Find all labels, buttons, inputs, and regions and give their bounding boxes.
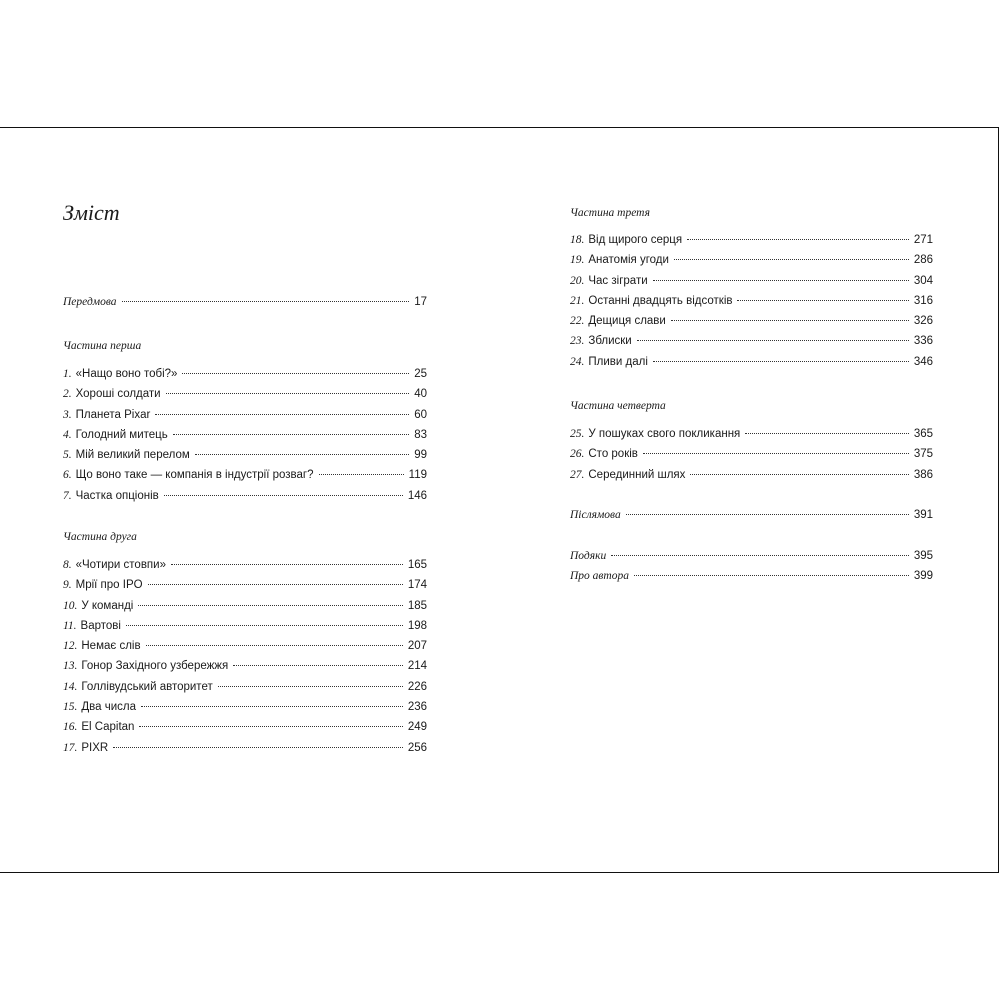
toc-entry-page: 99 <box>414 449 427 462</box>
dot-leader <box>319 474 404 475</box>
toc-entry-acknowledgements[interactable] <box>570 550 933 570</box>
dot-leader <box>671 320 909 321</box>
toc-entry-title: Гонор Західного узбережжя <box>81 660 229 673</box>
toc-entry-page: 60 <box>414 408 427 421</box>
toc-entry-number: 25. <box>570 428 585 440</box>
toc-entry-title: Пливи далі <box>588 355 648 368</box>
toc-entry[interactable] <box>570 275 933 295</box>
toc-entry[interactable] <box>63 469 427 489</box>
toc-entry-number: 20. <box>570 274 585 287</box>
toc-entry-title: Від щирого серця <box>588 234 683 246</box>
dot-leader <box>690 474 908 475</box>
dot-leader <box>139 726 402 727</box>
toc-entry-number: 7. <box>63 489 72 502</box>
toc-entry-page: 119 <box>408 469 427 482</box>
toc-entry[interactable] <box>570 295 933 315</box>
toc-entry-page: 165 <box>407 559 427 571</box>
toc-entry[interactable] <box>63 559 427 579</box>
dot-leader <box>745 433 909 434</box>
toc-entry-page: 375 <box>913 448 933 461</box>
dot-leader <box>155 414 409 415</box>
toc-entry[interactable] <box>570 428 933 448</box>
toc-entry-title: Що воно таке — компанія в індустрії розваг? <box>75 469 314 482</box>
toc-entry-page: 386 <box>913 468 933 481</box>
part-title: Частина третя <box>570 207 650 219</box>
toc-entry-page: 326 <box>913 315 933 328</box>
toc-entry[interactable] <box>570 254 933 274</box>
toc-entry-page: 83 <box>414 428 427 441</box>
toc-entry-number: 12. <box>63 640 78 653</box>
dot-leader <box>138 605 402 606</box>
part-title: Частина перша <box>63 340 142 352</box>
toc-entry-number: 16. <box>63 721 78 734</box>
toc-entry-page: 316 <box>913 294 933 307</box>
toc-entry-page: 395 <box>913 550 933 562</box>
dot-leader <box>141 706 403 707</box>
toc-entry[interactable] <box>63 681 427 701</box>
toc-entry-title: El Capitan <box>81 721 135 734</box>
toc-entry-title: Подяки <box>570 550 607 562</box>
toc-entry-number: 5. <box>63 449 72 462</box>
toc-entry-page: 25 <box>414 368 427 380</box>
afterword-list <box>570 509 933 529</box>
toc-entry-title: У команді <box>81 599 134 612</box>
dot-leader <box>146 645 403 646</box>
back-matter-list <box>570 550 933 591</box>
toc-entry-title: Сто років <box>588 448 638 461</box>
toc-entry-title: Післямова <box>570 509 621 521</box>
toc-entry[interactable] <box>63 640 427 660</box>
toc-entry-page: 336 <box>913 335 933 348</box>
toc-entry-title: Голлівудський авторитет <box>81 680 213 693</box>
toc-entry-page: 40 <box>414 388 427 401</box>
dot-leader <box>182 373 409 374</box>
part-3-list <box>570 234 933 376</box>
toc-entry-page: 271 <box>913 234 933 246</box>
toc-entry[interactable] <box>63 701 427 721</box>
toc-entry-title: Дещиця слави <box>588 315 666 328</box>
toc-entry[interactable] <box>63 742 427 762</box>
toc-entry[interactable] <box>63 721 427 741</box>
toc-entry-title: «Чотири стовпи» <box>75 559 166 571</box>
part-title: Частина друга <box>63 531 137 543</box>
toc-entry-title: Два числа <box>81 701 137 714</box>
toc-entry-number: 2. <box>63 388 72 401</box>
toc-entry-page: 249 <box>407 721 427 734</box>
toc-entry[interactable] <box>63 579 427 599</box>
toc-entry-title: У пошуках свого покликання <box>588 428 741 440</box>
toc-entry-number: 14. <box>63 680 78 693</box>
toc-entry-title: Хороші солдати <box>75 388 161 401</box>
toc-entry[interactable] <box>570 356 933 376</box>
toc-entry-title: Вартові <box>80 619 121 632</box>
toc-entry-number: 23. <box>570 335 585 348</box>
toc-entry-title: «Нащо воно тобі?» <box>75 368 178 380</box>
toc-entry-page: 236 <box>407 701 427 714</box>
toc-entry-number: 13. <box>63 660 78 673</box>
toc-entry-page: 226 <box>407 680 427 693</box>
toc-entry-title: Голодний митець <box>75 428 168 441</box>
toc-entry-page: 399 <box>913 570 933 583</box>
toc-entry-title: PIXR <box>81 741 109 754</box>
toc-entry-number: 18. <box>570 234 585 246</box>
toc-entry-page: 146 <box>407 489 427 502</box>
dot-leader <box>674 259 909 260</box>
toc-entry[interactable] <box>63 429 427 449</box>
toc-entry[interactable] <box>63 409 427 429</box>
toc-entry-number: 3. <box>63 408 72 421</box>
dot-leader <box>195 454 409 455</box>
toc-entry-page: 174 <box>407 579 427 592</box>
toc-entry-title: Немає слів <box>81 640 141 653</box>
toc-entry-number: 22. <box>570 315 585 328</box>
toc-entry[interactable] <box>63 600 427 620</box>
dot-leader <box>653 280 909 281</box>
toc-entry-page: 207 <box>407 640 427 653</box>
toc-entry-preface[interactable] <box>63 296 427 316</box>
dot-leader <box>626 514 909 515</box>
toc-entry-number: 24. <box>570 355 585 368</box>
toc-entry[interactable] <box>570 315 933 335</box>
part-1-list <box>63 368 427 510</box>
page-title: Зміст <box>63 200 120 225</box>
toc-entry-number: 9. <box>63 579 72 592</box>
toc-entry-title: Час зіграти <box>588 274 648 287</box>
toc-entry[interactable] <box>63 620 427 640</box>
toc-entry-number: 10. <box>63 599 78 612</box>
dot-leader <box>113 747 403 748</box>
dot-leader <box>643 453 909 454</box>
dot-leader <box>687 239 909 240</box>
toc-entry[interactable] <box>63 449 427 469</box>
toc-entry-page: 17 <box>414 296 427 308</box>
toc-entry[interactable] <box>63 388 427 408</box>
dot-leader <box>164 495 403 496</box>
dot-leader <box>148 584 403 585</box>
toc-entry-title: Планета Pixar <box>75 408 151 421</box>
dot-leader <box>122 301 410 302</box>
toc-entry-number: 15. <box>63 701 78 714</box>
dot-leader <box>126 625 403 626</box>
toc-entry[interactable] <box>63 368 427 388</box>
toc-entry[interactable] <box>63 490 427 510</box>
toc-entry-number: 17. <box>63 741 78 754</box>
toc-entry-page: 304 <box>913 274 933 287</box>
toc-entry-page: 365 <box>913 428 933 440</box>
toc-entry-page: 256 <box>407 741 427 754</box>
dot-leader <box>233 665 403 666</box>
toc-entry[interactable] <box>570 234 933 254</box>
toc-entry-page: 214 <box>407 660 427 673</box>
toc-entry-page: 185 <box>407 599 427 612</box>
dot-leader <box>173 434 409 435</box>
part-4-list <box>570 428 933 489</box>
toc-entry-title: Зблиски <box>588 335 632 348</box>
toc-entry-number: 19. <box>570 254 585 267</box>
toc-entry-page: 198 <box>407 619 427 632</box>
toc-entry[interactable] <box>570 335 933 355</box>
toc-entry-title: Останні двадцять відсотків <box>588 294 733 307</box>
toc-entry-about-author[interactable] <box>570 570 933 590</box>
toc-entry-number: 21. <box>570 294 585 307</box>
toc-entry-title: Мрії про IPO <box>75 579 143 592</box>
part-2-list <box>63 559 427 762</box>
toc-entry-page: 346 <box>913 355 933 368</box>
toc-entry-number: 26. <box>570 448 585 461</box>
toc-entry-title: Про автора <box>570 570 629 583</box>
toc-entry-number: 1. <box>63 368 72 380</box>
toc-entry-number: 8. <box>63 559 72 571</box>
toc-entry-page: 391 <box>913 509 933 521</box>
toc-entry[interactable] <box>570 448 933 468</box>
toc-entry[interactable] <box>63 660 427 680</box>
dot-leader <box>166 393 410 394</box>
toc-entry[interactable] <box>570 469 933 489</box>
dot-leader <box>171 564 403 565</box>
toc-entry-page: 286 <box>913 254 933 267</box>
dot-leader <box>637 340 909 341</box>
dot-leader <box>218 686 403 687</box>
dot-leader <box>611 555 909 556</box>
toc-entry-number: 27. <box>570 468 585 481</box>
preface-list <box>63 296 427 316</box>
toc-entry-number: 6. <box>63 469 72 482</box>
toc-entry-number: 4. <box>63 428 72 441</box>
toc-entry-title: Анатомія угоди <box>588 254 669 267</box>
dot-leader <box>737 300 908 301</box>
toc-entry-title: Частка опціонів <box>75 489 159 502</box>
dot-leader <box>634 575 909 576</box>
toc-entry-afterword[interactable] <box>570 509 933 529</box>
part-title: Частина четверта <box>570 400 666 412</box>
toc-entry-title: Передмова <box>63 296 117 308</box>
toc-entry-number: 11. <box>63 619 77 632</box>
toc-entry-title: Серединний шлях <box>588 468 686 481</box>
toc-entry-title: Мій великий перелом <box>75 449 190 462</box>
dot-leader <box>653 361 909 362</box>
